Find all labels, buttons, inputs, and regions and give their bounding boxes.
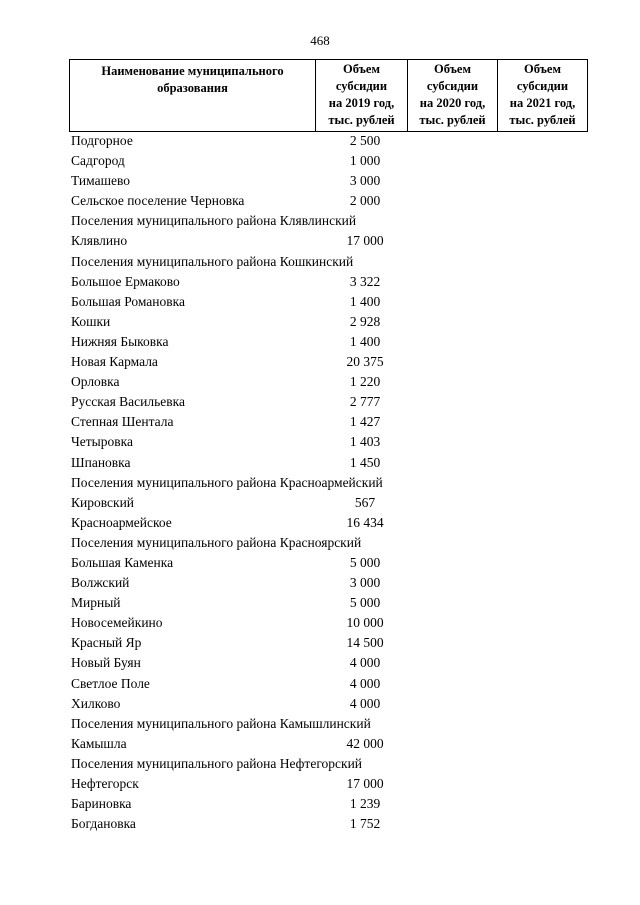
row-value-2019: 14 500 (346, 635, 384, 651)
table-row (71, 694, 591, 714)
table-row (71, 553, 591, 573)
row-value-2019: 567 (354, 494, 376, 510)
table-header (69, 59, 588, 132)
row-value-2019: 1 752 (349, 816, 381, 832)
row-name: Поселения муниципального района Клявлинский (71, 213, 357, 229)
row-name: Кошки (71, 313, 111, 329)
row-value-2019: 4 000 (349, 695, 381, 711)
row-value-2019: 4 000 (349, 675, 381, 691)
row-value-2019: 17 000 (346, 776, 384, 791)
table-row (71, 131, 591, 151)
row-name: Новая Кармала (71, 354, 158, 370)
row-name: Русская Васильевка (71, 394, 185, 410)
table-row (71, 151, 591, 171)
header-name: Наименование муниципального образования (70, 60, 316, 132)
row-value-2019: 1 450 (349, 454, 381, 470)
row-value-2019: 1 403 (349, 434, 381, 450)
row-value-2019: 5 000 (349, 554, 381, 570)
row-value-2019: 16 434 (346, 514, 384, 530)
table-row (71, 312, 591, 332)
table-row (71, 211, 591, 231)
row-value-2019: 4 000 (349, 655, 381, 671)
row-name: Бариновка (71, 796, 132, 812)
table-row (71, 593, 591, 613)
table-row (71, 653, 591, 673)
row-name: Красноармейское (71, 514, 172, 530)
row-name: Клявлино (71, 233, 128, 249)
table-row (71, 453, 591, 473)
row-value-2019: 42 000 (346, 735, 384, 751)
row-value-2019: 3 322 (349, 273, 381, 289)
row-value-2019: 1 220 (349, 374, 381, 390)
row-name: Шпановка (71, 454, 131, 470)
row-name: Сельское поселение Черновка (71, 193, 245, 209)
row-value-2019: 2 777 (349, 394, 381, 410)
row-value-2019: 1 000 (349, 153, 381, 169)
header-row (70, 60, 588, 132)
table-row (71, 814, 591, 834)
row-name: Волжский (71, 575, 130, 591)
row-value-2019: 1 400 (349, 333, 381, 349)
row-name: Подгорное (71, 133, 133, 148)
row-value-2019: 10 000 (346, 615, 384, 631)
row-name: Новый Буян (71, 655, 141, 671)
row-name: Красный Яр (71, 635, 142, 651)
table-row (71, 292, 591, 312)
table-row (71, 633, 591, 653)
row-name: Большая Каменка (71, 554, 174, 570)
table-row (71, 533, 591, 553)
table-row (71, 332, 591, 352)
table-row (71, 412, 591, 432)
table-row (71, 432, 591, 452)
row-name: Орловка (71, 374, 120, 390)
row-value-2019: 2 928 (349, 313, 381, 329)
page-number: 468 (310, 33, 330, 48)
table-row (71, 191, 591, 211)
row-value-2019: 2 000 (349, 193, 381, 209)
row-value-2019: 3 000 (349, 575, 381, 591)
row-name: Четыровка (71, 434, 133, 450)
table-row (71, 754, 591, 774)
table-row (71, 473, 591, 493)
row-name: Кировский (71, 494, 135, 510)
table-row (71, 674, 591, 694)
row-name: Камышла (71, 735, 127, 751)
table-row (71, 171, 591, 191)
row-name: Большая Романовка (71, 293, 185, 309)
row-name: Поселения муниципального района Красноярский (71, 534, 362, 550)
row-name: Поселения муниципального района Кошкинский (71, 253, 354, 269)
row-value-2019: 1 400 (349, 293, 381, 309)
table-row (71, 734, 591, 754)
row-value-2019: 1 427 (349, 414, 381, 430)
row-name: Нижняя Быковка (71, 333, 169, 349)
table-row (71, 252, 591, 272)
table-row (71, 613, 591, 633)
row-name: Нефтегорск (71, 776, 139, 791)
table-row (71, 573, 591, 593)
row-name: Садгород (71, 153, 125, 169)
table-row (71, 272, 591, 292)
table-row (71, 372, 591, 392)
table-row (71, 774, 591, 794)
header-2020: Объем субсидии на 2020 год, тыс. рублей (408, 60, 498, 132)
header-2021: Объем субсидии на 2021 год, тыс. рублей (498, 60, 588, 132)
table-row (71, 794, 591, 814)
table-row (71, 493, 591, 513)
row-name: Тимашево (71, 173, 130, 189)
table-body (71, 131, 591, 834)
row-value-2019: 5 000 (349, 595, 381, 611)
row-name: Новосемейкино (71, 615, 163, 631)
row-value-2019: 2 500 (349, 133, 381, 148)
row-name: Хилково (71, 695, 121, 711)
row-name: Поселения муниципального района Красноармейский (71, 474, 383, 490)
row-name: Поселения муниципального района Нефтегорский (71, 755, 363, 771)
table-row (71, 513, 591, 533)
row-name: Большое Ермаково (71, 273, 180, 289)
table-row (71, 352, 591, 372)
header-2019: Объем субсидии на 2019 год, тыс. рублей (316, 60, 408, 132)
row-value-2019: 20 375 (346, 354, 384, 370)
row-value-2019: 1 239 (349, 796, 381, 812)
row-value-2019: 17 000 (346, 233, 384, 249)
row-name: Светлое Поле (71, 675, 150, 691)
row-name: Степная Шентала (71, 414, 174, 430)
row-value-2019: 3 000 (349, 173, 381, 189)
table-row (71, 231, 591, 251)
row-name: Богдановка (71, 816, 136, 832)
table-row (71, 714, 591, 734)
table-row (71, 392, 591, 412)
row-name: Поселения муниципального района Камышлинский (71, 715, 371, 731)
row-name: Мирный (71, 595, 121, 611)
